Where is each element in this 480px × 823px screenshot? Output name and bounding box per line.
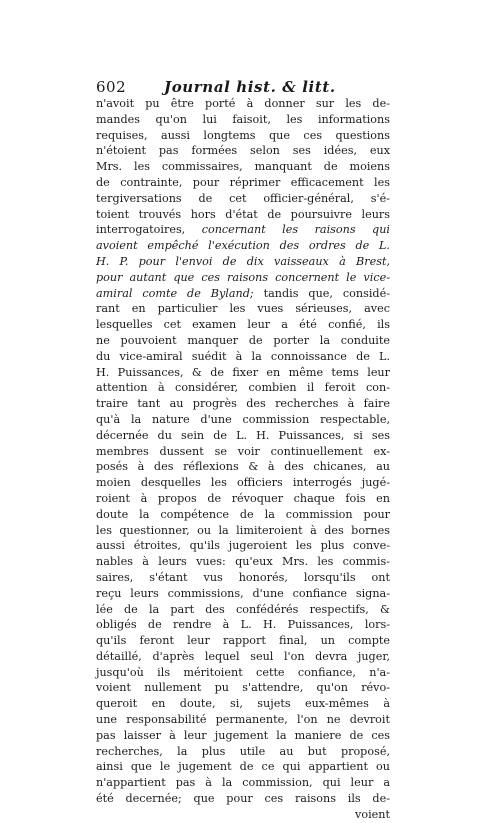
text-line: voient — [355, 807, 390, 821]
text-line: moien desquelles les officiers interrogés jugé- — [96, 476, 390, 490]
text-line: H. P. pour l'envoi de dix vaisseaux à Brest, — [96, 254, 390, 268]
text-line: ainsi que le jugement de ce qui appartient ou — [96, 760, 390, 774]
text-line: pour autant que ces raisons concernent le vice- — [96, 270, 390, 284]
text-line: lée de la part des confédérés respectifs, & — [96, 602, 390, 616]
text-line: une responsabilité permanente, l'on ne devroit — [96, 713, 390, 727]
text-line: membres dussent se voir continuellement ex- — [96, 444, 390, 458]
text-line: rant en particulier les vues sérieuses, avec — [96, 302, 390, 316]
text-line: n'étoient pas formées selon ses idées, eux — [96, 144, 390, 158]
text-line: qu'ils feront leur rapport final, un compte — [96, 634, 390, 648]
text-line: mandes qu'on lui faisoit, les informations — [96, 112, 390, 126]
text-line: posés à des réflexions & à des chicanes, au — [96, 460, 390, 474]
text-line: ne pouvoient manquer de porter la conduite — [96, 333, 390, 347]
text-line: attention à considérer, combien il feroit con- — [96, 381, 390, 395]
text-line: n'appartient pas à la commission, qui leur a — [96, 776, 390, 790]
running-title: Journal hist. & litt. — [164, 78, 336, 96]
text-line: requises, aussi longtems que ces questions — [96, 128, 390, 142]
text-line: reçu leurs commissions, d'une confiance signa- — [96, 586, 390, 600]
text-line: obligés de rendre à L. H. Puissances, lors- — [96, 618, 390, 632]
page-header — [94, 78, 390, 98]
text-line: nables à leurs vues: qu'eux Mrs. les commis- — [96, 555, 390, 569]
text-line: saires, s'étant vus honorés, lorsqu'ils ont — [96, 570, 390, 584]
text-line: pas laisser à leur jugement la maniere de ces — [96, 728, 390, 742]
text-line: roient à propos de révoquer chaque fois en — [96, 491, 390, 505]
text-line: tergiversations de cet officier-général, s'é- — [96, 191, 390, 205]
text-line: qu'à la nature d'une commission respectable, — [96, 412, 390, 426]
text-line: doute la compétence de la commission pour — [96, 507, 390, 521]
text-line: Mrs. les commissaires, manquant de moiens — [96, 160, 390, 174]
text-line: lesquelles cet examen leur a été confié, ils — [96, 318, 390, 332]
text-line: amiral comte de Byland; tandis que, considé- — [96, 286, 390, 300]
text-line: aussi étroites, qu'ils jugeroient les plus conve- — [96, 539, 390, 553]
text-line: décernée du sein de L. H. Puissances, si ses — [96, 428, 390, 442]
text-line: interrogatoires, concernant les raisons qui — [96, 223, 390, 237]
text-line: toient trouvés hors d'état de poursuivre leurs — [96, 207, 390, 221]
text-line: recherches, la plus utile au but proposé, — [96, 744, 390, 758]
text-line: détaillé, d'après lequel seul l'on devra juger, — [96, 649, 390, 663]
text-line: voient nullement pu s'attendre, qu'on révo- — [96, 681, 390, 695]
text-line: n'avoit pu être porté à donner sur les de- — [96, 97, 390, 110]
text-line: H. Puissances, & de fixer en même tems leur — [96, 365, 390, 379]
text-line: jusqu'où ils méritoient cette confiance, n'a- — [96, 665, 390, 679]
text-line: été decernée; que pour ces raisons ils de- — [96, 792, 390, 806]
text-line: queroit en doute, si, sujets eux-mêmes à — [96, 697, 390, 711]
body-text — [96, 96, 390, 823]
text-line: de contrainte, pour réprimer efficacement les — [96, 175, 390, 189]
text-line: avoient empêché l'exécution des ordres de L. — [96, 239, 390, 253]
text-line: traire tant au progrès des recherches à faire — [96, 397, 390, 411]
page-number: 602 — [96, 78, 127, 96]
text-line: du vice-amiral suédit à la connoissance de L. — [96, 349, 390, 363]
text-line: les questionner, ou la limiteroient à des bornes — [96, 523, 390, 537]
